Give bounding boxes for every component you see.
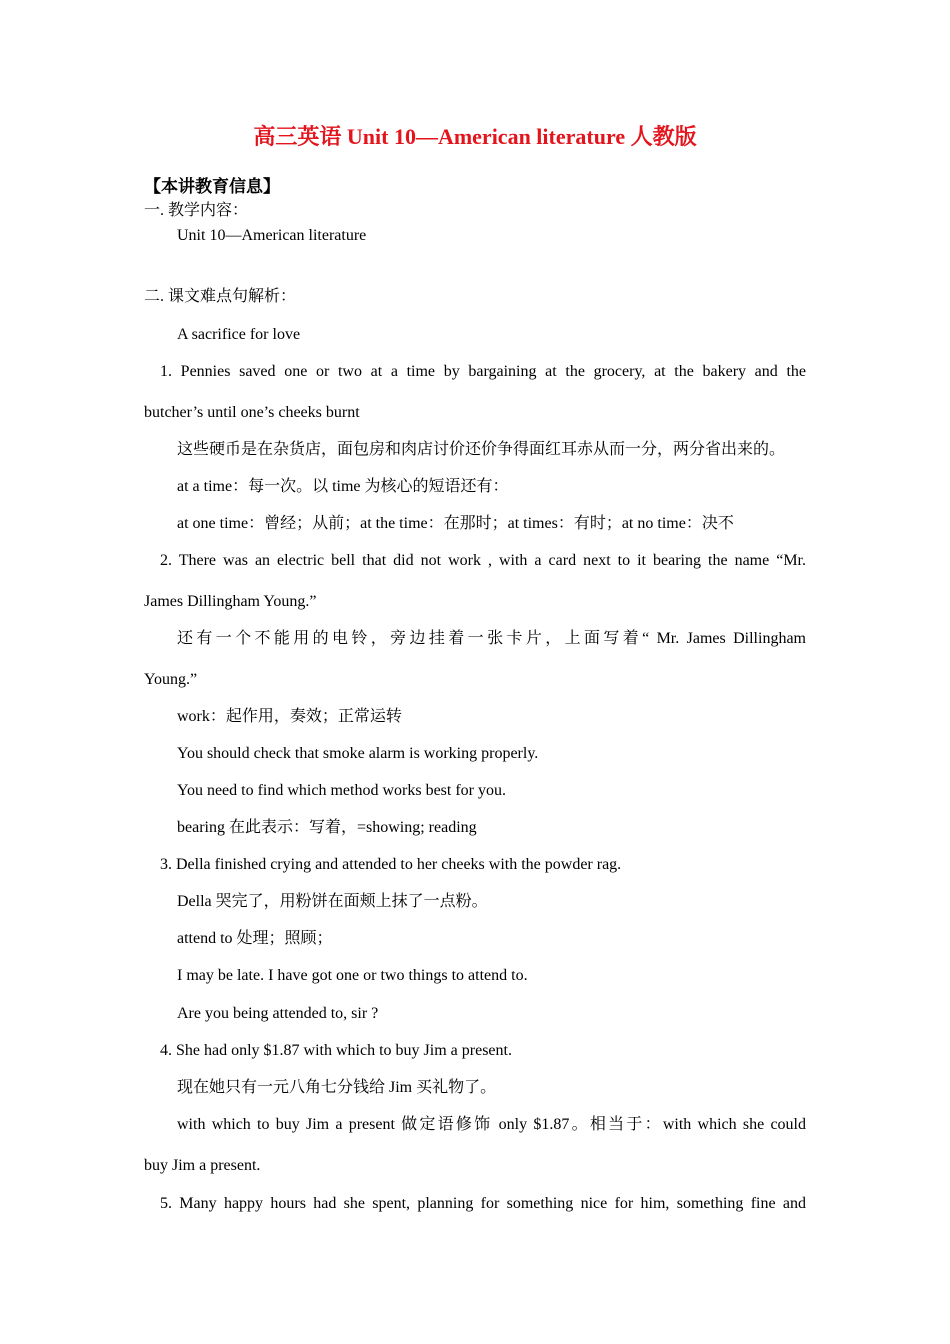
text-line: at a time：每一次。以 time 为核心的短语还有： xyxy=(177,478,509,495)
text-line: A sacrifice for love xyxy=(177,326,301,343)
text-line: 二. 课文难点句解析： xyxy=(144,288,297,305)
text-line: bearing 在此表示：写着，=showing; reading xyxy=(177,819,477,836)
text-line: You should check that smoke alarm is working properly. xyxy=(177,745,539,762)
numbered-item: 5. Many happy hours had she spent, planning for something nice for him, something fine and xyxy=(160,1195,806,1212)
text-line: I may be late. I have got one or two things to attend to. xyxy=(177,967,528,984)
text-line: buy Jim a present. xyxy=(144,1157,261,1174)
text-line: James Dillingham Young.” xyxy=(144,593,317,610)
document-title: 高三英语 Unit 10—American literature 人教版 xyxy=(253,124,697,149)
text-line: Unit 10—American literature xyxy=(177,227,367,244)
text-line: You need to find which method works best for you. xyxy=(177,782,507,799)
text-line: Della 哭完了，用粉饼在面颊上抹了一点粉。 xyxy=(177,893,488,910)
text-line: Young.” xyxy=(144,671,198,688)
text-line: 现在她只有一元八角七分钱给 Jim 买礼物了。 xyxy=(177,1079,497,1096)
numbered-item: 1. Pennies saved one or two at a time by bargaining at the grocery, at the bakery and the xyxy=(160,363,806,380)
text-line: 还有一个不能用的电铃，旁边挂着一张卡片，上面写着“ Mr. James Dillingham xyxy=(177,630,806,647)
numbered-item: 2. There was an electric bell that did not work , with a card next to it bearing the name “Mr. xyxy=(160,552,806,569)
text-line: work：起作用，奏效；正常运转 xyxy=(177,708,402,725)
text-line: 一. 教学内容： xyxy=(144,202,249,219)
section-header: 【本讲教育信息】 xyxy=(144,177,280,196)
text-line: butcher’s until one’s cheeks burnt xyxy=(144,404,360,421)
numbered-item: 3. Della finished crying and attended to her cheeks with the powder rag. xyxy=(160,856,622,873)
text-line: at one time：曾经；从前；at the time：在那时；at times：有时；at no time：决不 xyxy=(177,515,734,532)
text-line: Are you being attended to, sir ? xyxy=(177,1005,379,1022)
text-line: with which to buy Jim a present 做定语修饰 only $1.87。相当于：with which she could xyxy=(177,1116,806,1133)
numbered-item: 4. She had only $1.87 with which to buy Jim a present. xyxy=(160,1042,512,1059)
text-line: 这些硬币是在杂货店，面包房和肉店讨价还价争得面红耳赤从而一分，两分省出来的。 xyxy=(177,441,786,458)
text-line: attend to 处理；照顾； xyxy=(177,930,333,947)
